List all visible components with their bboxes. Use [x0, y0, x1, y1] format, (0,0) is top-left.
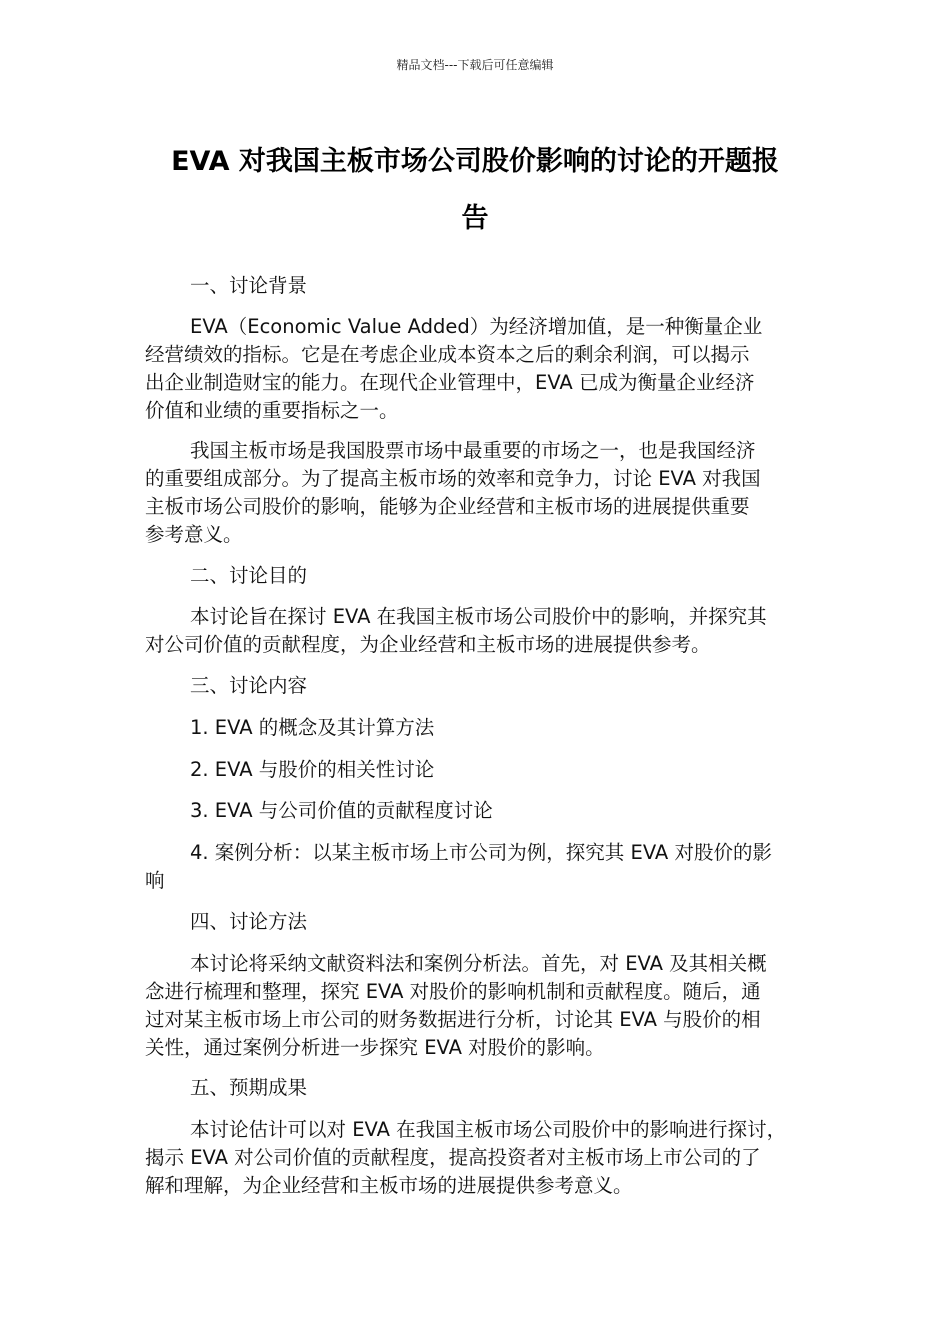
paragraph-line: 经营绩效的指标。它是在考虑企业成本资本之后的剩余利润，可以揭示	[145, 343, 750, 366]
list-item: 3. EVA 与公司价值的贡献程度讨论	[190, 799, 493, 822]
paragraph-line: 出企业制造财宝的能力。在现代企业管理中，EVA 已成为衡量企业经济	[145, 371, 755, 394]
section-heading-content: 三、讨论内容	[190, 674, 308, 697]
header-note: 精品文档---下载后可任意编辑	[396, 58, 554, 72]
section-heading-background: 一、讨论背景	[190, 274, 308, 297]
list-item: 2. EVA 与股价的相关性讨论	[190, 758, 435, 781]
paragraph-line: 本讨论估计可以对 EVA 在我国主板市场公司股价中的影响进行探讨，	[190, 1118, 787, 1141]
paragraph-line: 我国主板市场是我国股票市场中最重要的市场之一，也是我国经济	[190, 439, 756, 462]
paragraph-line: 主板市场公司股价的影响，能够为企业经营和主板市场的进展提供重要	[145, 495, 750, 518]
document-title-line-1: EVA 对我国主板市场公司股价影响的讨论的开题报	[171, 146, 779, 177]
paragraph-line: 过对某主板市场上市公司的财务数据进行分析，讨论其 EVA 与股价的相	[145, 1008, 761, 1031]
section-heading-method: 四、讨论方法	[190, 910, 308, 933]
paragraph-line: EVA（Economic Value Added）为经济增加值，是一种衡量企业	[190, 315, 763, 338]
paragraph-line: 解和理解，为企业经营和主板市场的进展提供参考意义。	[145, 1174, 633, 1197]
paragraph-line: 揭示 EVA 对公司价值的贡献程度，提高投资者对主板市场上市公司的了	[145, 1146, 761, 1169]
paragraph-line: 本讨论旨在探讨 EVA 在我国主板市场公司股价中的影响，并探究其	[190, 605, 767, 628]
paragraph-line: 关性，通过案例分析进一步探究 EVA 对股价的影响。	[145, 1036, 605, 1059]
section-heading-purpose: 二、讨论目的	[190, 564, 308, 587]
list-item-continuation: 响	[145, 869, 165, 892]
paragraph-line: 对公司价值的贡献程度，为企业经营和主板市场的进展提供参考。	[145, 633, 711, 656]
section-heading-expected-results: 五、预期成果	[190, 1076, 308, 1099]
paragraph-line: 价值和业绩的重要指标之一。	[145, 399, 399, 422]
list-item: 1. EVA 的概念及其计算方法	[190, 716, 435, 739]
paragraph-line: 的重要组成部分。为了提高主板市场的效率和竞争力，讨论 EVA 对我国	[145, 467, 761, 490]
paragraph-line: 参考意义。	[145, 523, 243, 546]
paragraph-line: 本讨论将采纳文献资料法和案例分析法。首先，对 EVA 及其相关概	[190, 952, 767, 975]
document-title-line-2: 告	[461, 203, 489, 234]
paragraph-line: 念进行梳理和整理，探究 EVA 对股价的影响机制和贡献程度。随后，通	[145, 980, 761, 1003]
list-item: 4. 案例分析：以某主板市场上市公司为例，探究其 EVA 对股价的影	[190, 841, 772, 864]
